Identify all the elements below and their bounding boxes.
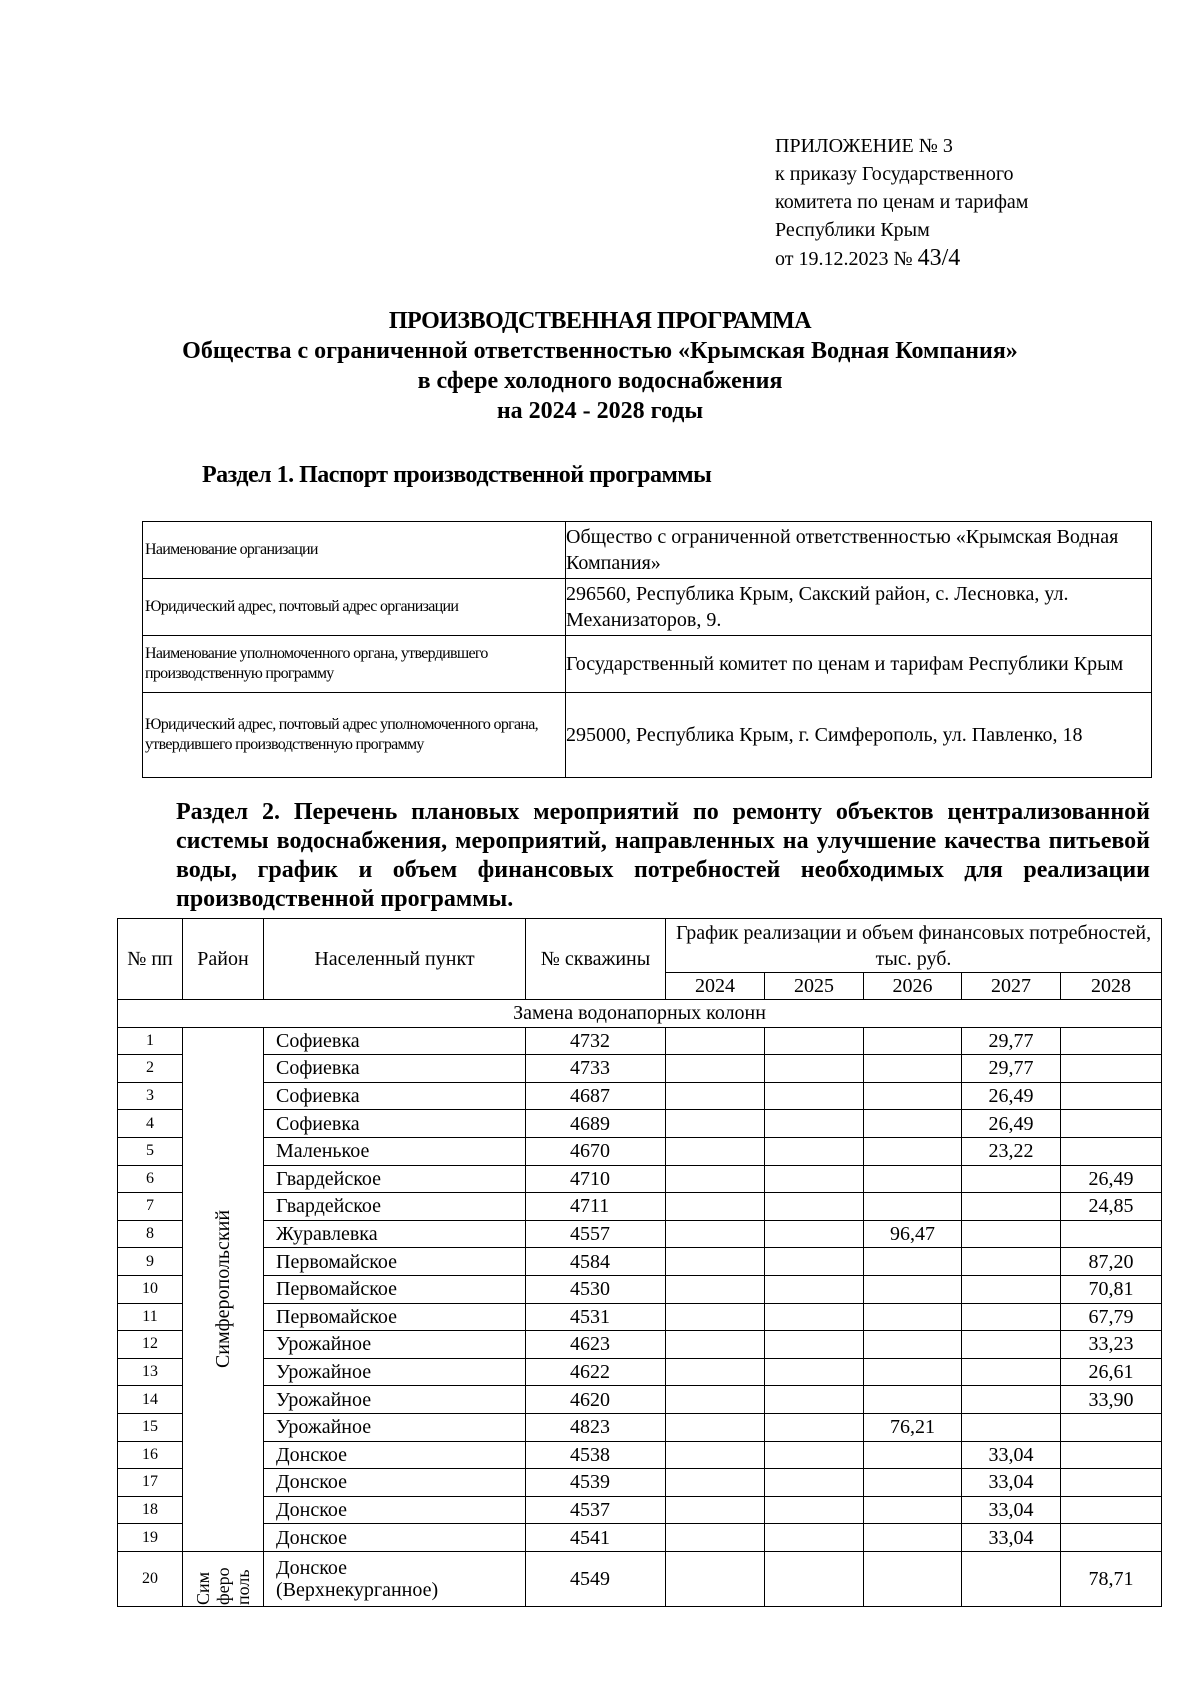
well-cell: 4549 xyxy=(526,1551,666,1606)
amount-cell xyxy=(765,1055,864,1083)
amount-cell xyxy=(962,1193,1061,1221)
table-row xyxy=(118,1496,1162,1524)
amount-cell xyxy=(666,1469,765,1497)
amount-cell xyxy=(864,1551,962,1606)
well-cell: 4622 xyxy=(526,1358,666,1386)
passport-key: Юридический адрес, почтовый адрес уполномоченного органа, утвердившего производственную программу xyxy=(143,693,566,778)
amount-cell xyxy=(864,1137,962,1165)
amount-cell: 33,23 xyxy=(1061,1331,1162,1359)
amount-cell xyxy=(864,1386,962,1414)
amount-cell xyxy=(765,1165,864,1193)
passport-row xyxy=(143,522,1152,579)
locality-cell: Урожайное xyxy=(264,1331,526,1359)
header-year: 2026 xyxy=(864,973,962,1000)
amount-cell xyxy=(1061,1496,1162,1524)
row-num: 8 xyxy=(118,1220,183,1248)
amount-cell xyxy=(1061,1220,1162,1248)
amount-cell xyxy=(864,1524,962,1552)
amount-cell xyxy=(962,1331,1061,1359)
appendix-line: к приказу Государственного xyxy=(775,163,1014,185)
district-short-part: Сим xyxy=(193,1571,213,1605)
table-row xyxy=(118,1358,1162,1386)
passport-key: Юридический адрес, почтовый адрес организации xyxy=(143,579,566,636)
row-num: 6 xyxy=(118,1165,183,1193)
row-num: 11 xyxy=(118,1303,183,1331)
row-num: 5 xyxy=(118,1137,183,1165)
amount-cell xyxy=(666,1055,765,1083)
table-row xyxy=(118,1165,1162,1193)
amount-cell: 87,20 xyxy=(1061,1248,1162,1276)
well-cell: 4557 xyxy=(526,1220,666,1248)
amount-cell xyxy=(666,1165,765,1193)
row-num: 17 xyxy=(118,1469,183,1497)
amount-cell xyxy=(962,1358,1061,1386)
table-row xyxy=(118,1441,1162,1469)
well-cell: 4537 xyxy=(526,1496,666,1524)
table-row xyxy=(118,1055,1162,1083)
amount-cell xyxy=(1061,1524,1162,1552)
row-num: 14 xyxy=(118,1386,183,1414)
appendix-line: Республики Крым xyxy=(775,219,930,241)
locality-cell: Софиевка xyxy=(264,1027,526,1055)
row-num: 2 xyxy=(118,1055,183,1083)
row-num: 20 xyxy=(118,1551,183,1606)
table-row xyxy=(118,1413,1162,1441)
amount-cell: 26,49 xyxy=(1061,1165,1162,1193)
well-cell: 4711 xyxy=(526,1193,666,1221)
amount-cell xyxy=(765,1027,864,1055)
header-year: 2024 xyxy=(666,973,765,1000)
title-line: ПРОИЗВОДСТВЕННАЯ ПРОГРАММА xyxy=(388,308,812,334)
row-num: 9 xyxy=(118,1248,183,1276)
row-num: 18 xyxy=(118,1496,183,1524)
amount-cell xyxy=(666,1193,765,1221)
table-row xyxy=(118,1082,1162,1110)
row-num: 4 xyxy=(118,1110,183,1138)
amount-cell xyxy=(864,1275,962,1303)
amount-cell xyxy=(962,1220,1061,1248)
locality-line: (Верхнекурганное) xyxy=(276,1578,439,1601)
amount-cell xyxy=(666,1524,765,1552)
amount-cell xyxy=(864,1441,962,1469)
table-row xyxy=(118,1551,1162,1606)
well-cell: 4531 xyxy=(526,1303,666,1331)
amount-cell xyxy=(864,1248,962,1276)
amount-cell: 33,04 xyxy=(962,1524,1061,1552)
table-row xyxy=(118,1275,1162,1303)
amount-cell xyxy=(864,1110,962,1138)
amount-cell xyxy=(864,1303,962,1331)
well-cell: 4689 xyxy=(526,1110,666,1138)
amount-cell xyxy=(765,1524,864,1552)
row-num: 7 xyxy=(118,1193,183,1221)
locality-cell: Софиевка xyxy=(264,1055,526,1083)
amount-cell xyxy=(666,1027,765,1055)
amount-cell xyxy=(864,1358,962,1386)
locality-cell: Урожайное xyxy=(264,1413,526,1441)
amount-cell xyxy=(962,1248,1061,1276)
passport-row xyxy=(143,636,1152,693)
locality-cell: Маленькое xyxy=(264,1137,526,1165)
amount-cell xyxy=(962,1413,1061,1441)
table-row xyxy=(118,1220,1162,1248)
well-cell: 4584 xyxy=(526,1248,666,1276)
district-short-part: феро xyxy=(213,1567,233,1605)
well-cell: 4687 xyxy=(526,1082,666,1110)
passport-row xyxy=(143,693,1152,778)
district-cell-short xyxy=(183,1551,264,1606)
header-year: 2025 xyxy=(765,973,864,1000)
section-title: Замена водонапорных колонн xyxy=(118,1000,1162,1028)
row-num: 1 xyxy=(118,1027,183,1055)
amount-cell xyxy=(765,1110,864,1138)
district-short xyxy=(183,1553,263,1605)
amount-cell: 23,22 xyxy=(962,1137,1061,1165)
amount-cell: 29,77 xyxy=(962,1027,1061,1055)
amount-cell: 26,49 xyxy=(962,1110,1061,1138)
amount-cell xyxy=(864,1027,962,1055)
amount-cell xyxy=(1061,1441,1162,1469)
amount-cell xyxy=(1061,1082,1162,1110)
amount-cell xyxy=(962,1165,1061,1193)
well-cell: 4733 xyxy=(526,1055,666,1083)
amount-cell: 96,47 xyxy=(864,1220,962,1248)
amount-cell: 29,77 xyxy=(962,1055,1061,1083)
amount-cell xyxy=(864,1331,962,1359)
amount-cell xyxy=(666,1551,765,1606)
table-row xyxy=(118,1303,1162,1331)
amount-cell: 24,85 xyxy=(1061,1193,1162,1221)
amount-cell xyxy=(666,1275,765,1303)
amount-cell xyxy=(864,1082,962,1110)
well-cell: 4823 xyxy=(526,1413,666,1441)
amount-cell xyxy=(666,1110,765,1138)
amount-cell: 26,61 xyxy=(1061,1358,1162,1386)
amount-cell: 70,81 xyxy=(1061,1275,1162,1303)
amount-cell xyxy=(666,1358,765,1386)
amount-cell xyxy=(765,1469,864,1497)
well-cell: 4541 xyxy=(526,1524,666,1552)
amount-cell: 67,79 xyxy=(1061,1303,1162,1331)
table-row xyxy=(118,1110,1162,1138)
header-year: 2028 xyxy=(1061,973,1162,1000)
amount-cell: 33,04 xyxy=(962,1441,1061,1469)
amount-cell xyxy=(864,1496,962,1524)
title-line: на 2024 - 2028 годы xyxy=(496,398,704,424)
district-cell xyxy=(183,1027,264,1551)
plan-body xyxy=(118,1027,1162,1551)
appendix-order-line xyxy=(775,244,1028,273)
amount-cell xyxy=(765,1248,864,1276)
amount-cell xyxy=(765,1331,864,1359)
locality-cell: Гвардейское xyxy=(264,1165,526,1193)
header-locality: Населенный пункт xyxy=(264,919,526,1000)
locality-cell xyxy=(264,1551,526,1606)
header-year: 2027 xyxy=(962,973,1061,1000)
locality-line: Донское xyxy=(276,1556,348,1579)
amount-cell xyxy=(765,1137,864,1165)
amount-cell xyxy=(666,1386,765,1414)
well-cell: 4710 xyxy=(526,1165,666,1193)
appendix-block xyxy=(775,132,1028,273)
passport-value: Государственный комитет по ценам и тарифам Республики Крым xyxy=(566,636,1152,693)
locality-cell: Донское xyxy=(264,1441,526,1469)
appendix-line: комитета по ценам и тарифам xyxy=(775,191,1029,213)
table-row xyxy=(118,1193,1162,1221)
amount-cell xyxy=(765,1220,864,1248)
header-well: № скважины xyxy=(526,919,666,1000)
locality-cell: Софиевка xyxy=(264,1082,526,1110)
title-line: в сфере холодного водоснабжения xyxy=(417,368,783,394)
amount-cell xyxy=(864,1055,962,1083)
document-title xyxy=(0,306,1200,426)
table-row xyxy=(118,1469,1162,1497)
section-row xyxy=(118,1000,1162,1028)
amount-cell xyxy=(765,1082,864,1110)
passport-table xyxy=(142,521,1152,778)
amount-cell xyxy=(666,1441,765,1469)
row-num: 10 xyxy=(118,1275,183,1303)
amount-cell: 33,04 xyxy=(962,1469,1061,1497)
row-num: 13 xyxy=(118,1358,183,1386)
passport-row xyxy=(143,579,1152,636)
amount-cell xyxy=(962,1275,1061,1303)
district-name: Симферопольский xyxy=(212,1210,234,1369)
amount-cell xyxy=(1061,1137,1162,1165)
amount-cell xyxy=(765,1303,864,1331)
amount-cell xyxy=(666,1303,765,1331)
amount-cell xyxy=(666,1331,765,1359)
section1-heading: Раздел 1. Паспорт производственной программы xyxy=(202,462,712,488)
well-cell: 4539 xyxy=(526,1469,666,1497)
locality-cell: Донское xyxy=(264,1496,526,1524)
locality-cell: Урожайное xyxy=(264,1386,526,1414)
well-cell: 4538 xyxy=(526,1441,666,1469)
amount-cell xyxy=(666,1137,765,1165)
row-num: 19 xyxy=(118,1524,183,1552)
amount-cell xyxy=(666,1248,765,1276)
header-schedule: График реализации и объем финансовых потребностей, тыс. руб. xyxy=(666,919,1162,973)
table-row xyxy=(118,1137,1162,1165)
amount-cell xyxy=(1061,1055,1162,1083)
header-num: № пп xyxy=(118,919,183,1000)
amount-cell xyxy=(962,1386,1061,1414)
amount-cell xyxy=(765,1551,864,1606)
locality-cell: Урожайное xyxy=(264,1358,526,1386)
well-cell: 4732 xyxy=(526,1027,666,1055)
amount-cell xyxy=(765,1496,864,1524)
passport-value: 295000, Республика Крым, г. Симферополь, ул. Павленко, 18 xyxy=(566,693,1152,778)
locality-cell: Гвардейское xyxy=(264,1193,526,1221)
row-num: 15 xyxy=(118,1413,183,1441)
row-num: 12 xyxy=(118,1331,183,1359)
locality-cell: Донское xyxy=(264,1524,526,1552)
amount-cell xyxy=(666,1220,765,1248)
amount-cell xyxy=(864,1469,962,1497)
locality-cell: Первомайское xyxy=(264,1303,526,1331)
header-district: Район xyxy=(183,919,264,1000)
passport-key: Наименование уполномоченного органа, утвердившего производственную программу xyxy=(143,636,566,693)
amount-cell xyxy=(962,1303,1061,1331)
appendix-line: ПРИЛОЖЕНИЕ № 3 xyxy=(775,135,953,157)
amount-cell xyxy=(765,1275,864,1303)
amount-cell xyxy=(666,1413,765,1441)
locality-cell: Донское xyxy=(264,1469,526,1497)
amount-cell: 76,21 xyxy=(864,1413,962,1441)
table-row xyxy=(118,1248,1162,1276)
plan-table xyxy=(117,918,1162,1607)
district-short-part: поль xyxy=(233,1569,253,1605)
well-cell: 4620 xyxy=(526,1386,666,1414)
passport-key: Наименование организации xyxy=(143,522,566,579)
amount-cell xyxy=(765,1386,864,1414)
well-cell: 4670 xyxy=(526,1137,666,1165)
amount-cell xyxy=(1061,1469,1162,1497)
section2-heading xyxy=(128,798,1150,914)
amount-cell xyxy=(765,1193,864,1221)
title-line: Общества с ограниченной ответственностью «Крымская Водная Компания» xyxy=(182,338,1018,364)
amount-cell xyxy=(864,1193,962,1221)
order-prefix: от 19.12.2023 № xyxy=(775,248,918,270)
passport-value: 296560, Республика Крым, Сакский район, с. Лесновка, ул. Механизаторов, 9. xyxy=(566,579,1152,636)
row-num: 3 xyxy=(118,1082,183,1110)
locality-cell: Первомайское xyxy=(264,1248,526,1276)
table-row xyxy=(118,1331,1162,1359)
row-num: 16 xyxy=(118,1441,183,1469)
amount-cell xyxy=(1061,1413,1162,1441)
table-row xyxy=(118,1386,1162,1414)
well-cell: 4530 xyxy=(526,1275,666,1303)
locality-cell: Журавлевка xyxy=(264,1220,526,1248)
well-cell: 4623 xyxy=(526,1331,666,1359)
amount-cell: 26,49 xyxy=(962,1082,1061,1110)
amount-cell xyxy=(765,1413,864,1441)
amount-cell: 78,71 xyxy=(1061,1551,1162,1606)
amount-cell xyxy=(864,1165,962,1193)
amount-cell: 33,90 xyxy=(1061,1386,1162,1414)
amount-cell: 33,04 xyxy=(962,1496,1061,1524)
locality-cell: Софиевка xyxy=(264,1110,526,1138)
amount-cell xyxy=(765,1441,864,1469)
amount-cell xyxy=(1061,1027,1162,1055)
table-row xyxy=(118,1027,1162,1055)
amount-cell xyxy=(666,1496,765,1524)
order-number: 43/4 xyxy=(917,245,961,271)
passport-value: Общество с ограниченной ответственностью «Крымская Водная Компания» xyxy=(566,522,1152,579)
amount-cell xyxy=(666,1082,765,1110)
amount-cell xyxy=(1061,1110,1162,1138)
header-row xyxy=(118,919,1162,973)
amount-cell xyxy=(962,1551,1061,1606)
locality-cell: Первомайское xyxy=(264,1275,526,1303)
amount-cell xyxy=(765,1358,864,1386)
section2-heading-text: Раздел 2. Перечень плановых мероприятий по ремонту объектов централизованной системы водоснабжения, мероприятий, направленных на улучшение качества питьевой воды, график и объем финансовых потребностей необходимых для реализации производственной программы. xyxy=(176,799,1150,912)
table-row xyxy=(118,1524,1162,1552)
